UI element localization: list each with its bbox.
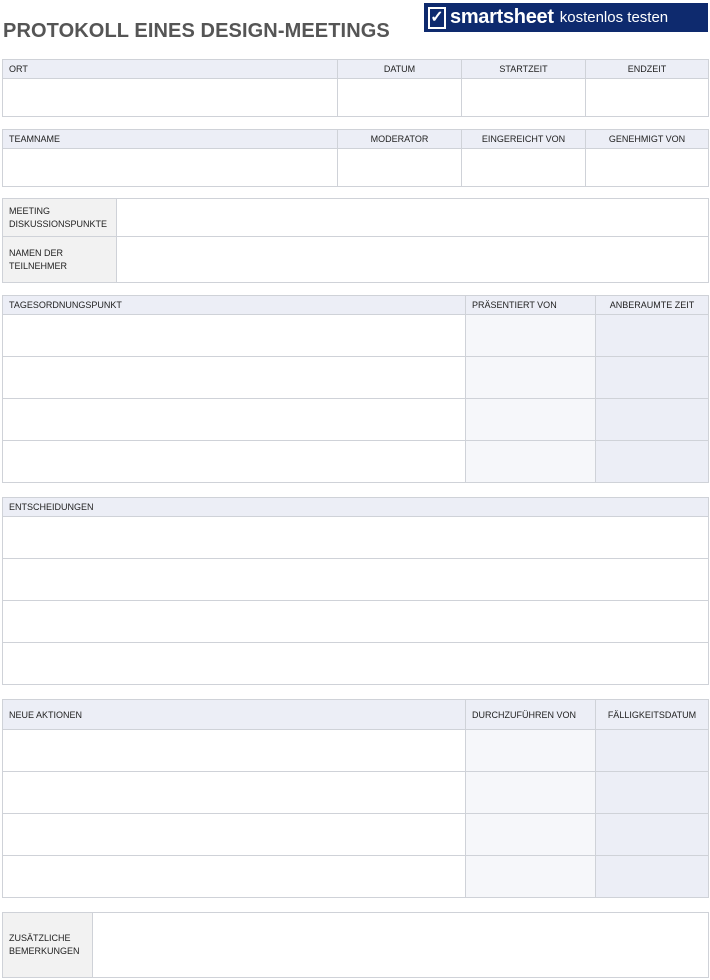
- meeting-table: [2, 198, 709, 283]
- team-table: [2, 129, 709, 187]
- table-row: [3, 772, 709, 814]
- decision-field[interactable]: [3, 643, 709, 685]
- presenter-field[interactable]: [466, 315, 596, 357]
- smartsheet-logo-button[interactable]: [424, 3, 708, 32]
- header-ort: ORT: [3, 60, 338, 79]
- action-field[interactable]: [3, 730, 466, 772]
- due-date-field[interactable]: [596, 814, 709, 856]
- assignee-field[interactable]: [466, 772, 596, 814]
- meeting-points-label: MEETING DISKUSSIONSPUNKTE: [3, 199, 117, 237]
- meeting-points-field[interactable]: [117, 199, 709, 237]
- action-field[interactable]: [3, 856, 466, 898]
- logo-name: smartsheet: [450, 6, 554, 28]
- actions-table: [2, 699, 709, 898]
- header-faelligkeitsdatum: FÄLLIGKEITSDATUM: [596, 700, 709, 730]
- agenda-table: [2, 295, 709, 483]
- time-field[interactable]: [596, 441, 709, 483]
- header-endzeit: ENDZEIT: [586, 60, 709, 79]
- header-praesentiert-von: PRÄSENTIERT VON: [466, 296, 596, 315]
- teamname-field[interactable]: [3, 149, 338, 187]
- ort-field[interactable]: [3, 79, 338, 117]
- eingereicht-von-field[interactable]: [462, 149, 586, 187]
- assignee-field[interactable]: [466, 814, 596, 856]
- header-eingereicht-von: EINGEREICHT VON: [462, 130, 586, 149]
- attendees-label: NAMEN DER TEILNEHMER: [3, 237, 117, 283]
- agenda-item-field[interactable]: [3, 441, 466, 483]
- decision-field[interactable]: [3, 559, 709, 601]
- action-field[interactable]: [3, 772, 466, 814]
- action-field[interactable]: [3, 814, 466, 856]
- table-row: [3, 814, 709, 856]
- presenter-field[interactable]: [466, 441, 596, 483]
- header-entscheidungen: ENTSCHEIDUNGEN: [3, 498, 709, 517]
- table-row: [3, 856, 709, 898]
- checkmark-icon: ✓: [428, 7, 446, 29]
- table-row: [3, 441, 709, 483]
- table-row: [3, 357, 709, 399]
- header-startzeit: STARTZEIT: [462, 60, 586, 79]
- time-field[interactable]: [596, 357, 709, 399]
- notes-label: ZUSÄTZLICHE BEMERKUNGEN: [3, 913, 93, 978]
- due-date-field[interactable]: [596, 772, 709, 814]
- attendees-field[interactable]: [117, 237, 709, 283]
- assignee-field[interactable]: [466, 730, 596, 772]
- decisions-table: [2, 497, 709, 685]
- decision-field[interactable]: [3, 601, 709, 643]
- header-genehmigt-von: GENEHMIGT VON: [586, 130, 709, 149]
- page-title: PROTOKOLL EINES DESIGN-MEETINGS: [3, 20, 390, 42]
- location-date-table: [2, 59, 709, 117]
- agenda-item-field[interactable]: [3, 357, 466, 399]
- header-durchzufuehren-von: DURCHZUFÜHREN VON: [466, 700, 596, 730]
- header-tagesordnungspunkt: TAGESORDNUNGSPUNKT: [3, 296, 466, 315]
- header-anberaumte-zeit: ANBERAUMTE ZEIT: [596, 296, 709, 315]
- moderator-field[interactable]: [338, 149, 462, 187]
- due-date-field[interactable]: [596, 730, 709, 772]
- datum-field[interactable]: [338, 79, 462, 117]
- agenda-item-field[interactable]: [3, 399, 466, 441]
- time-field[interactable]: [596, 399, 709, 441]
- table-row: [3, 730, 709, 772]
- genehmigt-von-field[interactable]: [586, 149, 709, 187]
- endzeit-field[interactable]: [586, 79, 709, 117]
- presenter-field[interactable]: [466, 357, 596, 399]
- due-date-field[interactable]: [596, 856, 709, 898]
- table-row: [3, 399, 709, 441]
- header-moderator: MODERATOR: [338, 130, 462, 149]
- notes-field[interactable]: [93, 913, 709, 978]
- header-teamname: TEAMNAME: [3, 130, 338, 149]
- startzeit-field[interactable]: [462, 79, 586, 117]
- header-neue-aktionen: NEUE AKTIONEN: [3, 700, 466, 730]
- agenda-item-field[interactable]: [3, 315, 466, 357]
- header-datum: DATUM: [338, 60, 462, 79]
- presenter-field[interactable]: [466, 399, 596, 441]
- decision-field[interactable]: [3, 517, 709, 559]
- time-field[interactable]: [596, 315, 709, 357]
- logo-tagline: kostenlos testen: [559, 9, 669, 26]
- notes-table: [2, 912, 709, 978]
- table-row: [3, 315, 709, 357]
- assignee-field[interactable]: [466, 856, 596, 898]
